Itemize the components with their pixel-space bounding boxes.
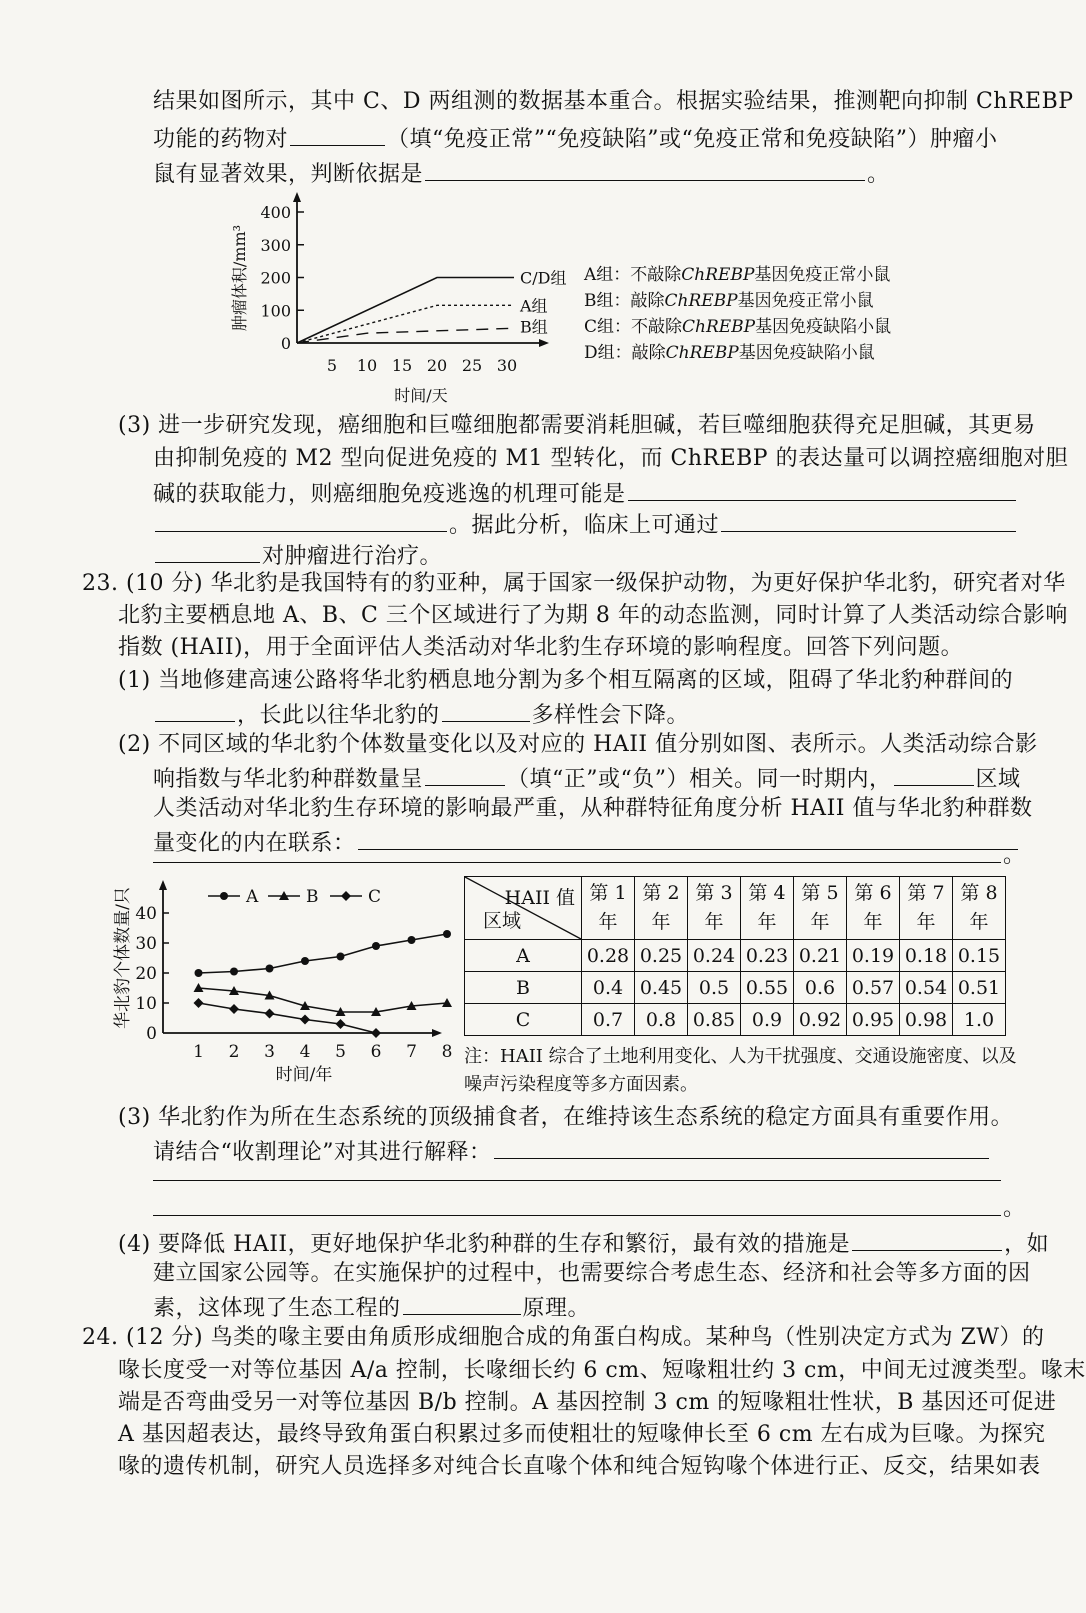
series-a-point — [372, 942, 380, 950]
answer-blank[interactable] — [494, 1134, 989, 1159]
text-line: (3) 华北豹作为所在生态系统的顶级捕食者，在维持该生态系统的稳定方面具有重要作用。 — [118, 1105, 1014, 1130]
y-tick-label: 10 — [135, 994, 157, 1014]
series-c-point — [300, 1015, 310, 1025]
text-span: ，长此以往华北豹的 — [237, 703, 440, 728]
table-cell: 0.23 — [741, 940, 794, 972]
legend-entry: D组：敲除ChREBP基因免疫缺陷小鼠 — [584, 343, 875, 363]
table-header-cell: 第 3 年 — [688, 877, 741, 940]
y-tick-label: 20 — [135, 964, 157, 984]
answer-line[interactable] — [153, 1215, 1001, 1216]
series-a-point — [266, 965, 274, 973]
series-a-point — [443, 930, 451, 938]
text-span: 响指数与华北豹种群数量呈 — [153, 767, 424, 792]
text-line: 喙的遗传机制，研究人员选择多对纯合长直喙个体和纯合短钩喙个体进行正、反交，结果如表 — [118, 1454, 1041, 1479]
series-a-point — [230, 968, 238, 976]
y-tick-label: 400 — [260, 203, 291, 222]
text-line — [153, 507, 1018, 542]
table-header-row — [465, 877, 1006, 940]
text-line: 。 — [1003, 843, 1026, 868]
answer-blank[interactable] — [155, 538, 260, 563]
answer-blank[interactable] — [290, 121, 385, 146]
table-cell: 0.9 — [741, 1004, 794, 1036]
y-tick-label: 300 — [260, 235, 291, 255]
x-tick-label: 2 — [228, 1042, 240, 1062]
x-axis-label: 时间/年 — [275, 1065, 333, 1085]
line-label: C/D组 — [520, 268, 567, 288]
y-tick-label: 200 — [260, 268, 291, 288]
table-cell: 0.98 — [900, 1004, 953, 1036]
table-cell: 0.5 — [688, 972, 741, 1004]
series-a-point — [301, 957, 309, 965]
answer-blank[interactable] — [894, 761, 974, 786]
series-c-point — [194, 998, 204, 1008]
table-note: 注：HAII 综合了土地利用变化、人为干扰强度、交通设施密度、以及 — [464, 1046, 1017, 1067]
y-tick-label: 0 — [280, 334, 291, 353]
legend-entry: A组：不敲除ChREBP基因免疫正常小鼠 — [584, 265, 891, 285]
x-tick-label: 30 — [496, 356, 518, 375]
series-a-line — [297, 305, 514, 343]
text-line — [153, 1290, 590, 1325]
x-tick-label: 20 — [426, 356, 448, 375]
table-region-cell: C — [465, 1004, 582, 1036]
x-tick-label: 8 — [441, 1042, 453, 1062]
text-line — [153, 156, 890, 191]
text-line — [153, 121, 998, 156]
line-label: B组 — [520, 317, 548, 337]
x-tick-label: 3 — [264, 1042, 275, 1062]
table-cell: 0.45 — [635, 972, 688, 1004]
text-line — [153, 697, 689, 732]
text-span: 鼠有显著效果，判断依据是 — [153, 162, 424, 187]
question-23-stem: 23. (10 分) 华北豹是我国特有的豹亚种，属于国家一级保护动物，为更好保护华北豹，研究者对华 — [82, 571, 1066, 596]
table-cell: 0.4 — [582, 972, 635, 1004]
text-line: 指数 (HAII)，用于全面评估人类活动对华北豹生存环境的影响程度。回答下列问题。 — [118, 635, 964, 660]
text-span: 。据此分析，临床上可通过 — [449, 513, 720, 538]
legend-marker — [220, 892, 228, 900]
table-cell: 0.28 — [582, 940, 635, 972]
tumor-legend — [584, 262, 891, 366]
text-line: 由抑制免疫的 M2 型向促进免疫的 M1 型转化，而 ChREBP 的表达量可以调控癌细胞对胆 — [153, 446, 1069, 471]
y-tick-label: 40 — [135, 904, 157, 924]
x-tick-label: 10 — [356, 356, 378, 375]
answer-line[interactable] — [153, 862, 1001, 863]
x-axis-arrow — [432, 1029, 442, 1037]
legend-marker — [341, 891, 351, 901]
legend-entry: C组：不敲除ChREBP基因免疫缺陷小鼠 — [584, 317, 892, 337]
text-span: 量变化的内在联系： — [153, 831, 356, 856]
line-label: A组 — [520, 296, 548, 316]
text-span: 请结合“收割理论”对其进行解释： — [153, 1140, 492, 1165]
series-a-point — [408, 936, 416, 944]
text-span: (4) 要降低 HAII，更好地保护华北豹种群的生存和繁衍，最有效的措施是 — [118, 1232, 851, 1257]
table-note: 噪声污染程度等多方面因素。 — [464, 1074, 698, 1095]
table-header-cell: 第 1 年 — [582, 877, 635, 940]
table-region-cell: B — [465, 972, 582, 1004]
legend-entry: B组：敲除ChREBP基因免疫正常小鼠 — [584, 291, 874, 311]
x-tick-label: 15 — [391, 356, 413, 375]
y-axis-label: 肿瘤体积/mm³ — [230, 224, 249, 332]
haii-table — [464, 876, 1006, 1036]
text-span: 素，这体现了生态工程的 — [153, 1296, 401, 1321]
text-line: (1) 当地修建高速公路将华北豹栖息地分割为多个相互隔离的区域，阻碍了华北豹种群间的 — [118, 668, 1014, 693]
table-cell: 0.54 — [900, 972, 953, 1004]
text-span: 碱的获取能力，则癌细胞免疫逃逸的机理可能是 — [153, 482, 626, 507]
table-header-cell: 第 6 年 — [847, 877, 900, 940]
answer-blank[interactable] — [721, 507, 1016, 532]
x-axis-arrow — [539, 339, 549, 347]
table-cell: 1.0 — [953, 1004, 1006, 1036]
y-axis-arrow — [159, 880, 167, 890]
text-line: 。 — [1003, 1196, 1026, 1221]
text-line: A 基因超表达，最终导致角蛋白积累过多而使粗壮的短喙伸长至 6 cm 左右成为巨喙。为探究 — [118, 1422, 1046, 1447]
answer-blank[interactable] — [403, 1290, 521, 1315]
x-tick-label: 6 — [370, 1042, 382, 1062]
tumor-volume-chart — [225, 190, 565, 405]
series-c-point — [371, 1028, 381, 1038]
text-span: 原理。 — [522, 1296, 591, 1321]
answer-blank[interactable] — [358, 825, 1018, 850]
legend-label: A — [246, 887, 259, 907]
table-header-cell: 第 7 年 — [900, 877, 953, 940]
x-tick-label: 1 — [193, 1042, 204, 1062]
table-row — [465, 972, 1006, 1004]
table-cell: 0.19 — [847, 940, 900, 972]
series-c-point — [265, 1009, 275, 1019]
text-span: 多样性会下降。 — [531, 703, 690, 728]
table-cell: 0.6 — [794, 972, 847, 1004]
text-span: 区域 — [975, 767, 1021, 792]
table-row — [465, 940, 1006, 972]
population-line-chart — [108, 878, 453, 1088]
x-tick-label: 5 — [326, 356, 338, 375]
x-tick-label: 25 — [461, 356, 483, 375]
table-cell: 0.8 — [635, 1004, 688, 1036]
x-tick-label: 7 — [406, 1042, 417, 1062]
y-tick-label: 0 — [146, 1024, 157, 1044]
table-cell: 0.92 — [794, 1004, 847, 1036]
answer-blank[interactable] — [852, 1226, 1002, 1251]
table-corner-cell — [465, 877, 582, 940]
table-cell: 0.21 — [794, 940, 847, 972]
answer-blank[interactable] — [425, 761, 505, 786]
table-cell: 0.85 — [688, 1004, 741, 1036]
text-line: 结果如图所示，其中 C、D 两组测的数据基本重合。根据实验结果，推测靶向抑制 ChREBP — [153, 89, 1074, 114]
table-cell: 0.24 — [688, 940, 741, 972]
text-line — [153, 1134, 991, 1169]
table-cell: 0.57 — [847, 972, 900, 1004]
answer-blank[interactable] — [155, 697, 235, 722]
table-cell: 0.55 — [741, 972, 794, 1004]
x-tick-label: 4 — [299, 1042, 311, 1062]
text-line — [118, 1226, 1049, 1261]
table-header-cell: 第 4 年 — [741, 877, 794, 940]
text-span: （填“正”或“负”）相关。同一时期内， — [507, 767, 892, 792]
series-c-line — [199, 1003, 377, 1033]
text-line — [153, 476, 1018, 511]
y-tick-label: 30 — [135, 934, 157, 954]
answer-line[interactable] — [153, 1180, 1001, 1181]
text-span: （填“免疫正常”“免疫缺陷”或“免疫正常和免疫缺陷”）肿瘤小 — [387, 127, 998, 152]
text-line: 人类活动对华北豹生存环境的影响最严重，从种群特征角度分析 HAII 值与华北豹种群数 — [153, 796, 1033, 821]
table-cell: 0.18 — [900, 940, 953, 972]
y-axis-arrow — [293, 192, 301, 202]
answer-blank[interactable] — [628, 476, 1016, 501]
table-region-cell: A — [465, 940, 582, 972]
table-cell: 0.7 — [582, 1004, 635, 1036]
corner-bottom-label: 区域 — [483, 910, 522, 932]
text-line: 北豹主要栖息地 A、B、C 三个区域进行了为期 8 年的动态监测，同时计算了人类活动综合影响 — [118, 603, 1068, 628]
series-b-line — [297, 328, 514, 343]
series-a-point — [195, 969, 203, 977]
series-c-point — [229, 1004, 239, 1014]
series-cd-line — [297, 278, 514, 344]
answer-blank[interactable] — [442, 697, 530, 722]
text-span: 。 — [867, 162, 890, 187]
corner-top-label: HAII 值 — [504, 887, 575, 909]
legend-label: C — [368, 887, 382, 907]
text-line — [153, 825, 1020, 860]
answer-blank[interactable] — [425, 156, 865, 181]
x-axis-label: 时间/天 — [394, 386, 448, 405]
text-line: 建立国家公园等。在实施保护的过程中，也需要综合考虑生态、经济和社会等多方面的因 — [153, 1261, 1031, 1286]
table-header-cell: 第 8 年 — [953, 877, 1006, 940]
series-a-point — [337, 953, 345, 961]
table-cell: 0.15 — [953, 940, 1006, 972]
series-c-point — [336, 1019, 346, 1029]
text-span: 对肿瘤进行治疗。 — [262, 544, 443, 569]
y-tick-label: 100 — [260, 301, 291, 321]
text-line: (3) 进一步研究发现，癌细胞和巨噬细胞都需要消耗胆碱，若巨噬细胞获得充足胆碱，其更易 — [118, 413, 1036, 438]
question-24-stem: 24. (12 分) 鸟类的喙主要由角质形成细胞合成的角蛋白构成。某种鸟（性别决定方式为 ZW）的 — [82, 1325, 1045, 1350]
x-tick-label: 5 — [335, 1042, 346, 1062]
table-header-cell: 第 2 年 — [635, 877, 688, 940]
answer-blank[interactable] — [155, 507, 447, 532]
text-line — [153, 761, 1021, 796]
text-line: 端是否弯曲受另一对等位基因 B/b 控制。A 基因控制 3 cm 的短喙粗壮性状，B 基因还可促进 — [118, 1390, 1057, 1415]
table-row — [465, 1004, 1006, 1036]
text-span: 功能的药物对 — [153, 127, 289, 152]
table-cell: 0.95 — [847, 1004, 900, 1036]
table-cell: 0.51 — [953, 972, 1006, 1004]
legend-label: B — [306, 887, 319, 907]
table-header-cell: 第 5 年 — [794, 877, 847, 940]
text-span: ，如 — [1004, 1232, 1050, 1257]
y-axis-label: 华北豹个体数量/只 — [113, 887, 133, 1029]
table-cell: 0.25 — [635, 940, 688, 972]
text-line: 喙长度受一对等位基因 A/a 控制，长喙细长约 6 cm、短喙粗壮约 3 cm，中间无过渡类型。喙末 — [118, 1358, 1086, 1383]
text-line: (2) 不同区域的华北豹个体数量变化以及对应的 HAII 值分别如图、表所示。人类活动综合影 — [118, 732, 1038, 757]
